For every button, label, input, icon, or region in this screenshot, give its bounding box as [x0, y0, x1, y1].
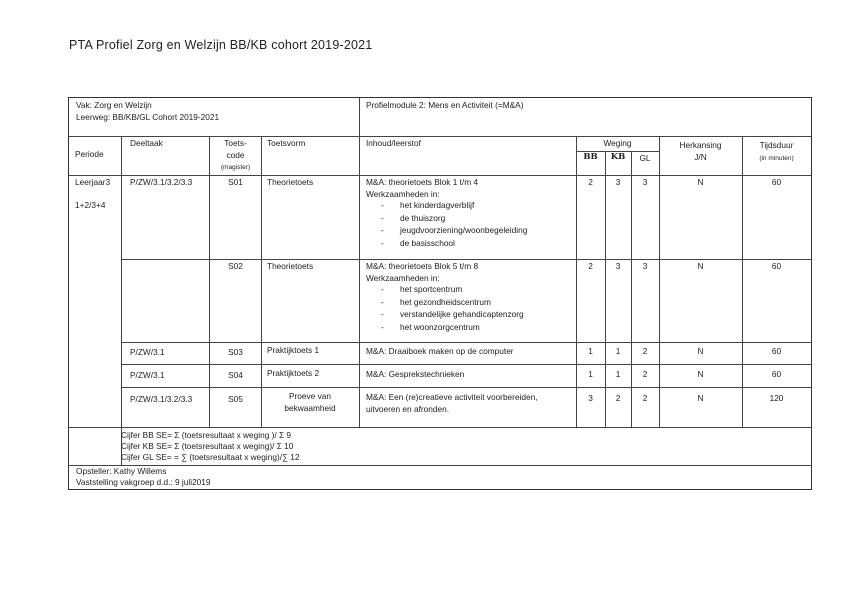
row-s04-code: S04 — [228, 370, 243, 380]
row-s02-inhoud — [366, 261, 524, 335]
col-inhoud: Inhoud/leerstof — [366, 138, 421, 148]
row-s03-kb: 1 — [615, 346, 621, 356]
divider — [121, 136, 122, 427]
col-deeltaak: Deeltaak — [130, 138, 163, 148]
cijfer-kb: Cijfer KB SE= Σ (toetsresultaat x weging)/ Σ 10 — [121, 441, 294, 451]
row-s01-bb: 2 — [588, 177, 593, 187]
row-s04-gl: 2 — [642, 369, 648, 379]
profielmodule-label: Profielmodule 2: Mens en Activiteit (=M&A) — [366, 100, 524, 110]
periode-blocks: 1+2/3+4 — [75, 200, 106, 210]
col-kb: KB — [610, 152, 626, 162]
row-s01-deeltaak: P/ZW/3.1/3.2/3.3 — [130, 177, 193, 187]
row-s01-gl: 3 — [642, 177, 648, 187]
leerweg-label: Leerweg: BB/KB/GL Cohort 2019-2021 — [76, 112, 220, 122]
row-s01-inhoud-title: M&A: theorietoets Blok 1 t/m 4 — [366, 177, 479, 187]
list-item: - het sportcentrum — [366, 284, 524, 297]
row-s05-gl: 2 — [642, 393, 648, 403]
row-s04-vorm: Praktijktoets 2 — [267, 368, 320, 378]
row-s05-code: S05 — [228, 394, 243, 404]
row-s01-items — [366, 200, 527, 250]
divider — [69, 427, 811, 428]
opsteller: Opsteller: Kathy Willems — [76, 466, 167, 476]
row-s05-vorm-2: bekwaamheid — [284, 402, 336, 413]
row-s03-deeltaak: P/ZW/3.1 — [130, 347, 165, 357]
row-s05-bb: 3 — [588, 393, 593, 403]
row-s05-vorm-1: Proeve van — [289, 391, 331, 401]
row-s05-tijd: 120 — [769, 393, 784, 403]
row-s03-herk: N — [697, 346, 704, 356]
cijfer-bb: Cijfer BB SE= Σ (toetsresultaat x weging )/ Σ 9 — [121, 430, 292, 440]
row-s05-inhoud-1: M&A: Een (re)creatieve activiteit voorbereiden, — [366, 392, 538, 402]
row-s05-inhoud-2: uitvoeren en afronden. — [366, 403, 450, 414]
list-item: - verstandelijke gehandicaptenzorg — [366, 309, 524, 322]
row-s04-kb: 1 — [615, 369, 621, 379]
row-s02-vorm: Theorietoets — [267, 261, 314, 271]
col-tijdsduur-note: (in minuten) — [759, 155, 794, 162]
row-s02-werk: Werkzaamheden in: — [366, 272, 440, 283]
row-s01-kb: 3 — [615, 177, 621, 187]
list-item: - het gezondheidscentrum — [366, 297, 524, 310]
divider — [121, 342, 811, 343]
divider — [261, 136, 262, 427]
col-herkansing: Herkansing — [679, 140, 722, 150]
divider — [605, 151, 606, 427]
divider — [69, 136, 811, 137]
col-herkansing-2: J/N — [694, 152, 707, 162]
row-s04-bb: 1 — [588, 369, 593, 379]
divider — [69, 175, 811, 176]
vak-label: Vak: Zorg en Welzijn — [76, 100, 152, 110]
row-s01-code: S01 — [228, 177, 243, 187]
row-s03-tijd: 60 — [771, 346, 782, 356]
col-tijdsduur: Tijdsduur — [759, 140, 794, 150]
row-s04-deeltaak: P/ZW/3.1 — [130, 370, 165, 380]
row-s02-tijd: 60 — [771, 261, 782, 271]
row-s05-kb: 2 — [615, 393, 621, 403]
col-gl: GL — [639, 153, 651, 163]
list-item: - de thuiszorg — [366, 213, 527, 226]
row-s04-inhoud: M&A: Gesprekstechnieken — [366, 369, 465, 379]
row-s04-herk: N — [697, 369, 704, 379]
row-s01-vorm: Theorietoets — [267, 177, 314, 187]
vaststelling: Vaststelling vakgroep d.d.: 9 juli2019 — [76, 477, 211, 487]
col-toetscode-2: code — [226, 150, 245, 160]
divider — [631, 151, 632, 427]
list-item: - jeugdvoorziening/woonbegeleiding — [366, 225, 527, 238]
cijfer-gl: Cijfer GL SE= = ∑ (toetsresultaat x weging)/∑ 12 — [121, 452, 300, 462]
row-s02-kb: 3 — [615, 261, 621, 271]
divider — [359, 98, 360, 136]
divider — [121, 387, 811, 388]
col-toetsvorm: Toetsvorm — [267, 138, 306, 148]
periode-leerjaar: Leerjaar3 — [75, 177, 111, 187]
col-toetscode-note: (magister) — [220, 164, 251, 171]
divider — [69, 465, 811, 466]
list-item: - het kinderdagverblijf — [366, 200, 527, 213]
divider — [121, 259, 811, 260]
col-bb: BB — [583, 152, 598, 162]
row-s01-herk: N — [697, 177, 704, 187]
row-s05-deeltaak: P/ZW/3.1/3.2/3.3 — [130, 394, 193, 404]
row-s01-inhoud — [366, 177, 527, 251]
row-s03-bb: 1 — [588, 346, 593, 356]
row-s01-werk: Werkzaamheden in: — [366, 188, 440, 199]
row-s02-inhoud-title: M&A: theorietoets Blok 5 t/m 8 — [366, 261, 479, 271]
divider — [359, 136, 360, 427]
row-s05-herk: N — [697, 393, 704, 403]
row-s02-code: S02 — [228, 261, 243, 271]
row-s05-inhoud — [366, 392, 538, 415]
row-s03-inhoud: M&A: Draaiboek maken op de computer — [366, 346, 514, 356]
row-s02-items — [366, 284, 524, 334]
row-s03-code: S03 — [228, 347, 243, 357]
col-periode: Periode — [75, 149, 104, 159]
row-s03-vorm: Praktijktoets 1 — [267, 345, 320, 355]
col-toetscode: Toets- — [224, 138, 247, 148]
row-s04-tijd: 60 — [771, 369, 782, 379]
page-title: PTA Profiel Zorg en Welzijn BB/KB cohort 2019-2021 — [69, 38, 373, 52]
row-s02-gl: 3 — [642, 261, 648, 271]
pta-table — [68, 97, 812, 490]
list-item: - de basisschool — [366, 238, 527, 251]
list-item: - het woonzorgcentrum — [366, 322, 524, 335]
row-s05-vorm — [261, 391, 359, 414]
divider — [121, 364, 811, 365]
col-weging: Weging — [603, 138, 632, 148]
row-s03-gl: 2 — [642, 346, 648, 356]
row-s01-tijd: 60 — [771, 177, 782, 187]
row-s02-herk: N — [697, 261, 704, 271]
row-s02-bb: 2 — [588, 261, 593, 271]
